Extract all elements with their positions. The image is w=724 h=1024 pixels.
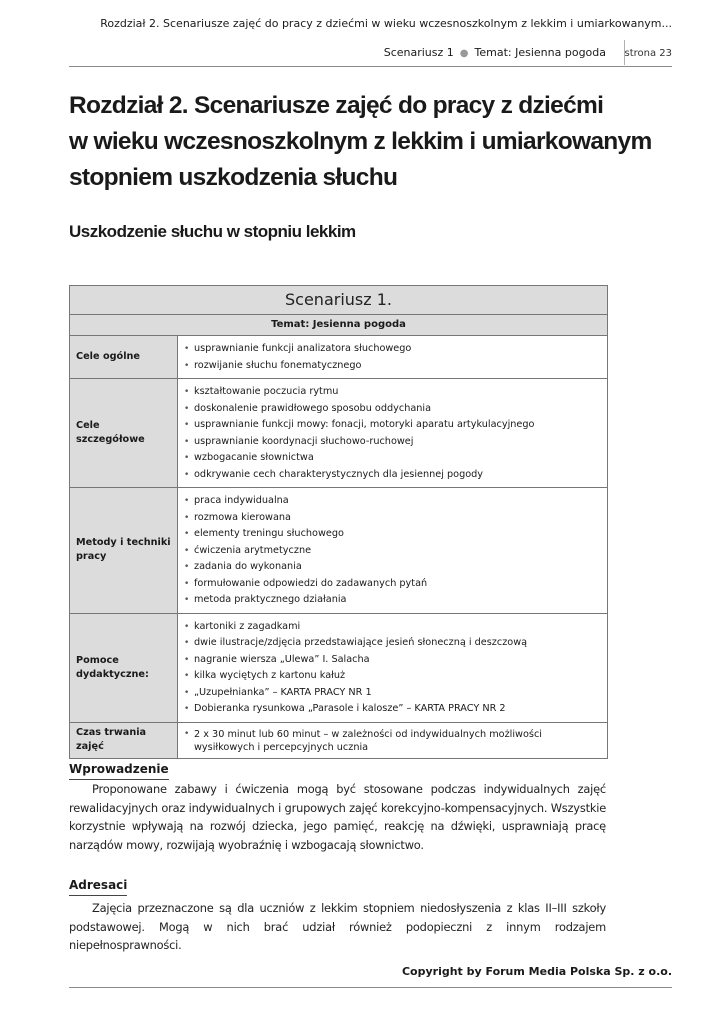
running-chapter-title: Rozdział 2. Scenariusze zajęć do pracy z dziećmi w wieku wczesnoszkolnym z lekkim i umiarkowanym... (100, 17, 672, 30)
separator-dot-icon: ● (459, 48, 469, 59)
footer-rule (69, 987, 672, 988)
intro-paragraph: Proponowane zabawy i ćwiczenia mogą być stosowane podczas indywidualnych zajęć rewalidacyjnych oraz indywidualnych i grupowych zajęć korekcyjno-kompensacyjnych. Wszystkie korzystnie wpływają na rozwój dziecka, jego pamięć, reakcję na dźwięki, usprawniają pracę narządów mowy, rozwijają wyobraźnię i wzbogacają słownictwo. (69, 782, 606, 852)
scenario-table-heading: Scenariusz 1. (70, 286, 607, 315)
running-scenario-line (384, 46, 606, 59)
addressees-heading: Adresaci (69, 878, 127, 896)
running-topic-label: Temat: Jesienna pogoda (474, 46, 606, 59)
list-item: • kartoniki z zagadkami (194, 619, 599, 636)
addressees-paragraph: Zajęcia przeznaczone są dla uczniów z lekkim stopniem niedosłyszenia z klas II–III szkoły podstawowej. Mogą w nich brać udział również podopieczni z innym rodzajem niepełnosprawności. (69, 901, 606, 952)
running-scenario-label: Scenariusz 1 (383, 46, 454, 59)
list-item: • ćwiczenia arytmetyczne (194, 543, 599, 560)
page-number: strona 23 (624, 48, 672, 59)
list-item: • doskonalenie prawidłowego sposobu oddychania (194, 401, 599, 418)
list-item: • kilka wyciętych z kartonu kałuż (194, 668, 599, 685)
list-item: • zadania do wykonania (194, 559, 599, 576)
header-rule (69, 66, 672, 67)
row-items (178, 379, 607, 487)
list-item: • 2 x 30 minut lub 60 minut – w zależności od indywidualnych możliwości wysiłkowych i percepcyjnych ucznia (194, 728, 599, 754)
table-row-teaching-aids (70, 614, 607, 723)
list-item: • elementy treningu słuchowego (194, 526, 599, 543)
list-item: • formułowanie odpowiedzi do zadawanych pytań (194, 576, 599, 593)
row-label: Metody i techniki pracy (70, 488, 178, 613)
row-label: Pomoce dydaktyczne: (70, 614, 178, 722)
table-row-duration (70, 723, 607, 758)
table-row-methods (70, 488, 607, 614)
list-item: • dwie ilustracje/zdjęcia przedstawiające jesień słoneczną i deszczową (194, 635, 599, 652)
list-item: • metoda praktycznego działania (194, 592, 599, 609)
scenario-table (69, 285, 608, 759)
chapter-title (69, 88, 672, 196)
row-items (178, 723, 607, 758)
copyright-notice: Copyright by Forum Media Polska Sp. z o.o. (401, 965, 672, 978)
list-item: • „Uzupełnianka” – KARTA PRACY NR 1 (194, 685, 599, 702)
section-subtitle: Uszkodzenie słuchu w stopniu lekkim (69, 222, 356, 241)
row-label: Cele szczegółowe (70, 379, 178, 487)
chapter-title-line-1: Rozdział 2. Scenariusze zajęć do pracy z dziećmi (69, 92, 604, 119)
table-row-general-goals (70, 336, 607, 379)
row-items (178, 488, 607, 613)
list-item: • usprawnianie funkcji mowy: fonacji, motoryki aparatu artykulacyjnego (194, 417, 599, 434)
intro-heading: Wprowadzenie (69, 762, 169, 780)
list-item: • Dobieranka rysunkowa „Parasole i kalosze” – KARTA PRACY NR 2 (194, 701, 599, 718)
row-items (178, 614, 607, 722)
list-item: • usprawnianie funkcji analizatora słuchowego (194, 341, 599, 358)
list-item: • praca indywidualna (194, 493, 599, 510)
row-items (178, 336, 607, 378)
scenario-table-theme: Temat: Jesienna pogoda (70, 315, 607, 336)
list-item: • usprawnianie koordynacji słuchowo-ruchowej (194, 434, 599, 451)
list-item: • wzbogacanie słownictwa (194, 450, 599, 467)
list-item: • kształtowanie poczucia rytmu (194, 384, 599, 401)
chapter-title-line-2: w wieku wczesnoszkolnym z lekkim i umiarkowanym (69, 128, 652, 155)
row-label: Czas trwania zajęć (70, 723, 178, 758)
list-item: • rozwijanie słuchu fonematycznego (194, 358, 599, 375)
list-item: • rozmowa kierowana (194, 510, 599, 527)
list-item: • odkrywanie cech charakterystycznych dla jesiennej pogody (194, 467, 599, 484)
row-label: Cele ogólne (70, 336, 178, 378)
running-header (69, 17, 672, 67)
table-row-detailed-goals (70, 379, 607, 488)
chapter-title-line-3: stopniem uszkodzenia słuchu (69, 164, 398, 191)
list-item: • nagranie wiersza „Ulewa” I. Salacha (194, 652, 599, 669)
